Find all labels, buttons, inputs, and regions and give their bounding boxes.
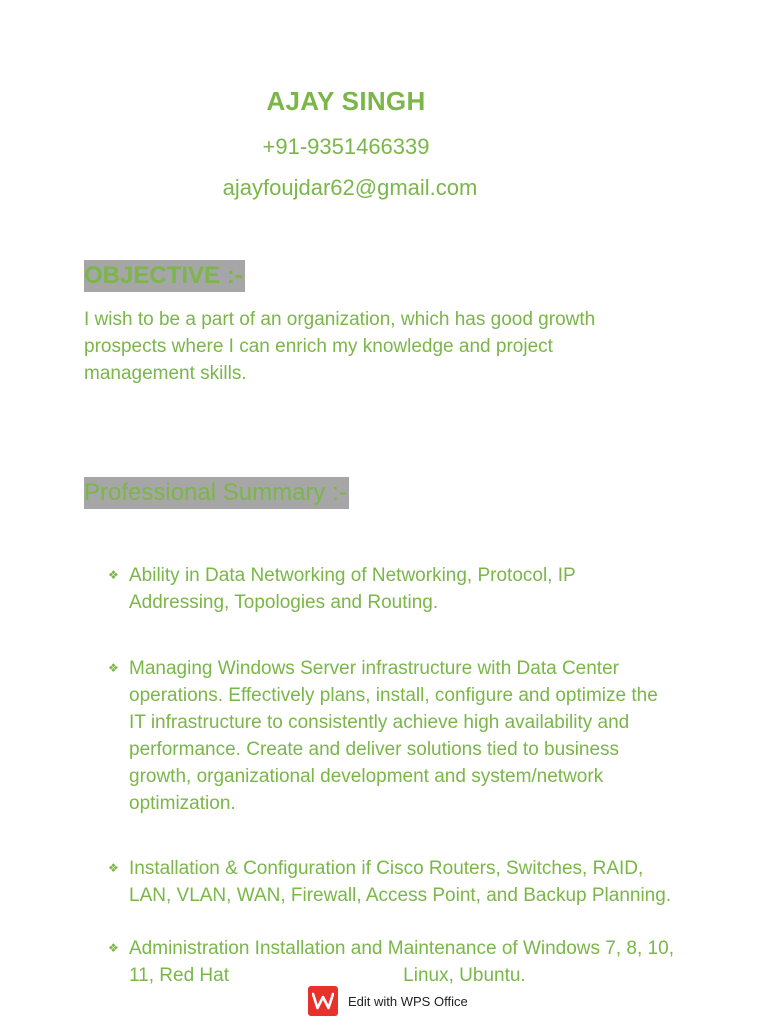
summary-item-text: Administration Installation and Maintenance of Windows 7, 8, 10, 11, Red Hat Linux, Ubuntu.: [129, 938, 680, 986]
summary-item-text: Installation & Configuration if Cisco Routers, Switches, RAID, LAN, VLAN, WAN, Firewall, Access Point, and Backup Planning.: [129, 858, 672, 906]
diamond-bullet-icon: ❖: [108, 861, 119, 875]
wps-logo-icon: [308, 986, 338, 1016]
wps-edit-button[interactable]: [308, 986, 468, 1016]
diamond-bullet-icon: ❖: [108, 661, 119, 675]
summary-item: [108, 655, 678, 817]
summary-item-text: Ability in Data Networking of Networking, Protocol, IP Addressing, Topologies and Routing.: [129, 565, 576, 613]
wps-w-glyph-icon: [312, 992, 334, 1010]
objective-heading: OBJECTIVE :-: [84, 260, 245, 292]
objective-text: I wish to be a part of an organization, which has good growth prospects where I can enrich my knowledge and project management skills.: [84, 309, 596, 384]
diamond-bullet-icon: ❖: [108, 941, 119, 955]
diamond-bullet-icon: ❖: [108, 568, 119, 582]
resume-phone: +91-9351466339: [262, 134, 430, 159]
resume-email: ajayfoujdar62@gmail.com: [222, 175, 478, 200]
summary-item: [108, 855, 678, 909]
resume-name: AJAY SINGH: [266, 86, 426, 116]
summary-item: [108, 562, 678, 616]
summary-item-text: Managing Windows Server infrastructure with Data Center operations. Effectively plans, install, configure and optimize the IT infrastructure to consistently achieve high availability and performance. Create and deliver solutions tied to business growth, organizational development and system/network optimization.: [129, 658, 658, 814]
summary-heading: Professional Summary :-: [84, 477, 349, 509]
wps-edit-label: Edit with WPS Office: [348, 993, 468, 1009]
summary-item: [108, 935, 678, 989]
